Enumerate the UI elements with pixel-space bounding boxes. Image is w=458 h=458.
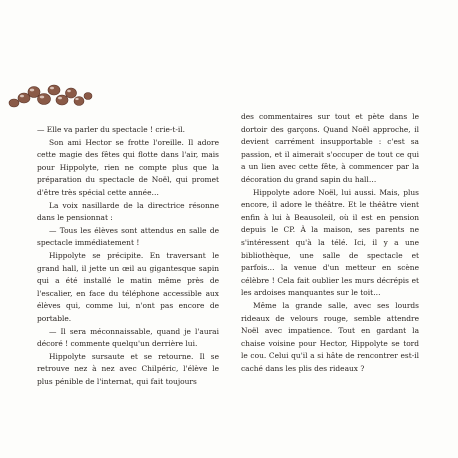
paragraph: — Elle va parler du spectacle ! crie-t-il. <box>37 125 185 134</box>
paragraph: Hippolyte adore Noël, lui aussi. Mais, plus encore, il adore le théâtre. Et le théâtre vient enfin à lui à Beausoleil, où il est en pension depuis le CP. À la maison, ses parents ne s'intéressent qu'à la télé. Ici, il y a une bibliothèque, une salle de spectacle et parfois… la venue d'un metteur en scène célèbre ! Cela fait oublier les murs décrépis et les ardoises manquantes sur le toit… <box>241 187 419 298</box>
chestnuts-illustration-icon <box>4 78 94 108</box>
paragraph: Même la grande salle, avec ses lourds rideaux de velours rouge, semble attendre Noël avec impatience. Tout en gardant la chaise voisine pour Hector, Hippolyte se tord le cou. Celui qu'il a si hâte de rencontrer est-il caché dans les plis des rideaux ? <box>241 300 419 373</box>
paragraph: Hippolyte sursaute et se retourne. Il se retrouve nez à nez avec Chilpéric, l'élève le plus pénible de l'internat, qui fait toujours <box>37 351 219 386</box>
paragraph: des commentaires sur tout et pète dans le dortoir des garçons. Quand Noël approche, il devient carrément insupportable : c'est sa passion, et il aimerait s'occuper de tout ce qui a un lien avec cette fête, à commencer par la décoration du grand sapin du hall… <box>241 112 419 184</box>
right-text-column <box>241 111 419 375</box>
paragraph: La voix nasillarde de la directrice résonne dans le pensionnat : <box>37 200 219 223</box>
paragraph: Hippolyte se précipite. En traversant le grand hall, il jette un œil au gigantesque sapin qui a été installé le matin même près de l'escalier, en face du téléphone accessible aux élèves qui, comme lui, n'ont pas encore de portable. <box>37 250 219 323</box>
paragraph: — Il sera méconnaissable, quand je l'aurai décoré ! commente quelqu'un derrière lui. <box>37 326 219 349</box>
paragraph: Son ami Hector se frotte l'oreille. Il adore cette magie des fêtes qui flotte dans l'air, mais pour Hippolyte, rien ne compte plus que la préparation du spectacle de Noël, qui promet d'être très spécial cette année… <box>37 137 219 197</box>
left-text-column <box>37 124 219 388</box>
paragraph: — Tous les élèves sont attendus en salle de spectacle immédiatement ! <box>37 225 219 248</box>
